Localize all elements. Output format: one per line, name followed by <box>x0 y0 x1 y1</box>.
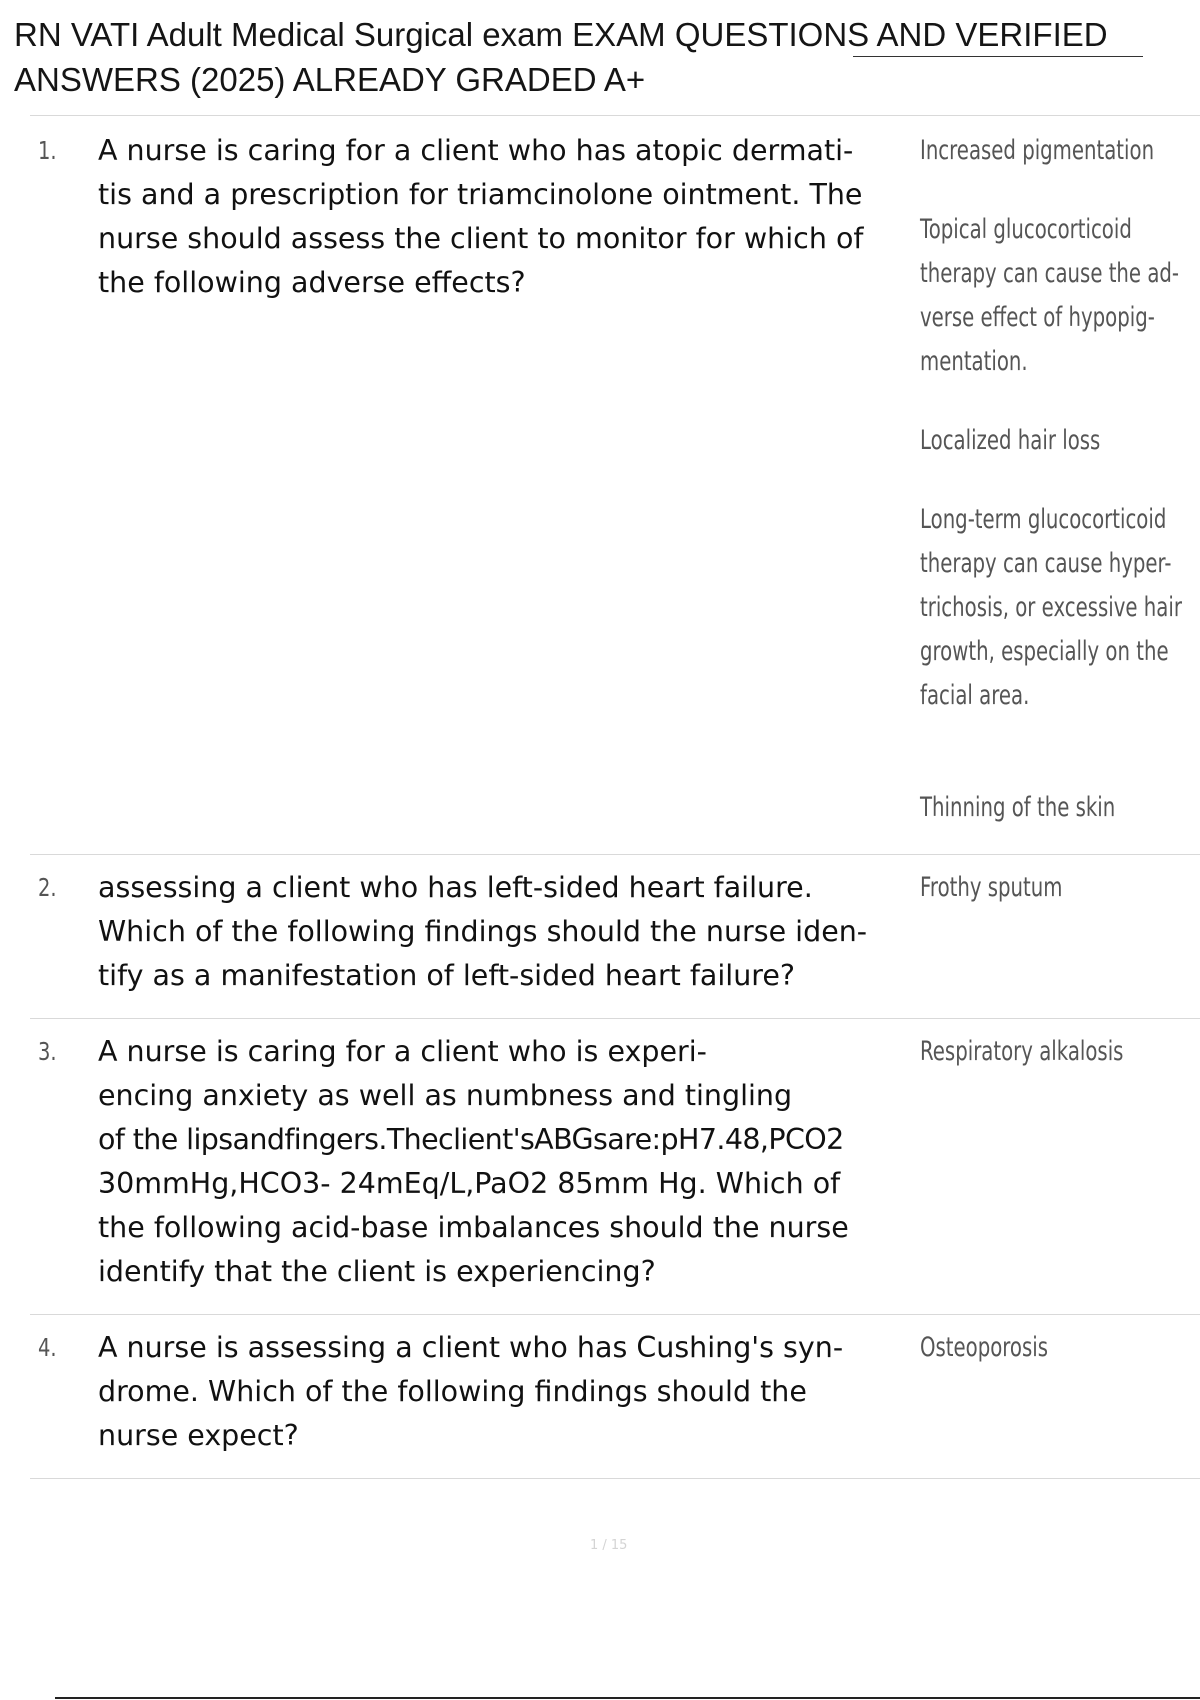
answer-text <box>920 129 1182 830</box>
question-number: 4. <box>38 1333 57 1362</box>
question-number: 3. <box>38 1037 57 1066</box>
divider <box>30 1018 1200 1019</box>
divider <box>30 854 1200 855</box>
question-line: 30mmHg,HCO3- 24mEq/L,PaO2 85mm Hg. Which of <box>98 1167 841 1200</box>
answer-line: growth, especially on the <box>920 636 1169 667</box>
question-line: assessing a client who has left-sided heart failure. <box>98 871 813 904</box>
question-line: nurse expect? <box>98 1419 299 1452</box>
footer-rule <box>55 1697 1200 1699</box>
question-line: tis and a prescription for triamcinolone ointment. The <box>98 178 863 211</box>
answer-line: therapy can cause the ad- <box>920 258 1180 289</box>
question-line: the following acid-base imbalances should the nurse <box>98 1211 849 1244</box>
question-line: A nurse is caring for a client who has atopic dermati- <box>98 134 854 167</box>
answer-line: Increased pigmentation <box>920 135 1155 166</box>
answer-line: Frothy sputum <box>920 872 1063 903</box>
question-line: Which of the following findings should the nurse iden- <box>98 915 868 948</box>
answer-line: Localized hair loss <box>920 425 1101 456</box>
title-line-2: ANSWERS (2025) ALREADY GRADED A+ <box>14 61 646 98</box>
answer-text <box>920 1326 1161 1370</box>
question-line: A nurse is caring for a client who is experi- <box>98 1035 707 1068</box>
answer-line: mentation. <box>920 346 1028 377</box>
question-text <box>98 1326 918 1458</box>
question-line: tify as a manifestation of left-sided heart failure? <box>98 959 796 992</box>
question-line: the following adverse effects? <box>98 266 526 299</box>
question-line: drome. Which of the following findings should the <box>98 1375 807 1408</box>
question-line: A nurse is assessing a client who has Cushing's syn- <box>98 1331 844 1364</box>
answer-line: Thinning of the skin <box>920 792 1116 823</box>
answer-line: Osteoporosis <box>920 1332 1049 1363</box>
question-number: 1. <box>38 136 57 165</box>
page-number: 1 / 15 <box>590 1538 628 1553</box>
question-line: identify that the client is experiencing? <box>98 1255 656 1288</box>
answer-line: verse effect of hypopig- <box>920 302 1155 333</box>
question-line: encing anxiety as well as numbness and tingling <box>98 1079 793 1112</box>
question-number: 2. <box>38 873 57 902</box>
divider <box>30 115 1200 116</box>
divider <box>30 1478 1200 1479</box>
question-line: nurse should assess the client to monitor for which of <box>98 222 864 255</box>
divider <box>30 1314 1200 1315</box>
answer-text <box>920 866 1161 910</box>
question-text <box>98 1030 918 1294</box>
question-line: of the lipsandfingers.Theclient'sABGsare:pH7.48,PCO2 <box>98 1123 844 1156</box>
answer-line: Long-term glucocorticoid <box>920 504 1167 535</box>
answer-line: therapy can cause hyper- <box>920 548 1172 579</box>
title-underline <box>853 56 1143 57</box>
title-line-1: RN VATI Adult Medical Surgical exam EXAM QUESTIONS AND VERIFIED <box>14 16 1108 53</box>
answer-line: facial area. <box>920 680 1030 711</box>
answer-text <box>920 1030 1161 1074</box>
question-text <box>98 129 918 305</box>
question-text <box>98 866 918 998</box>
answer-line: Respiratory alkalosis <box>920 1036 1124 1067</box>
answer-line: trichosis, or excessive hair <box>920 592 1182 623</box>
answer-line: Topical glucocorticoid <box>920 214 1132 245</box>
document-title <box>14 12 1200 102</box>
